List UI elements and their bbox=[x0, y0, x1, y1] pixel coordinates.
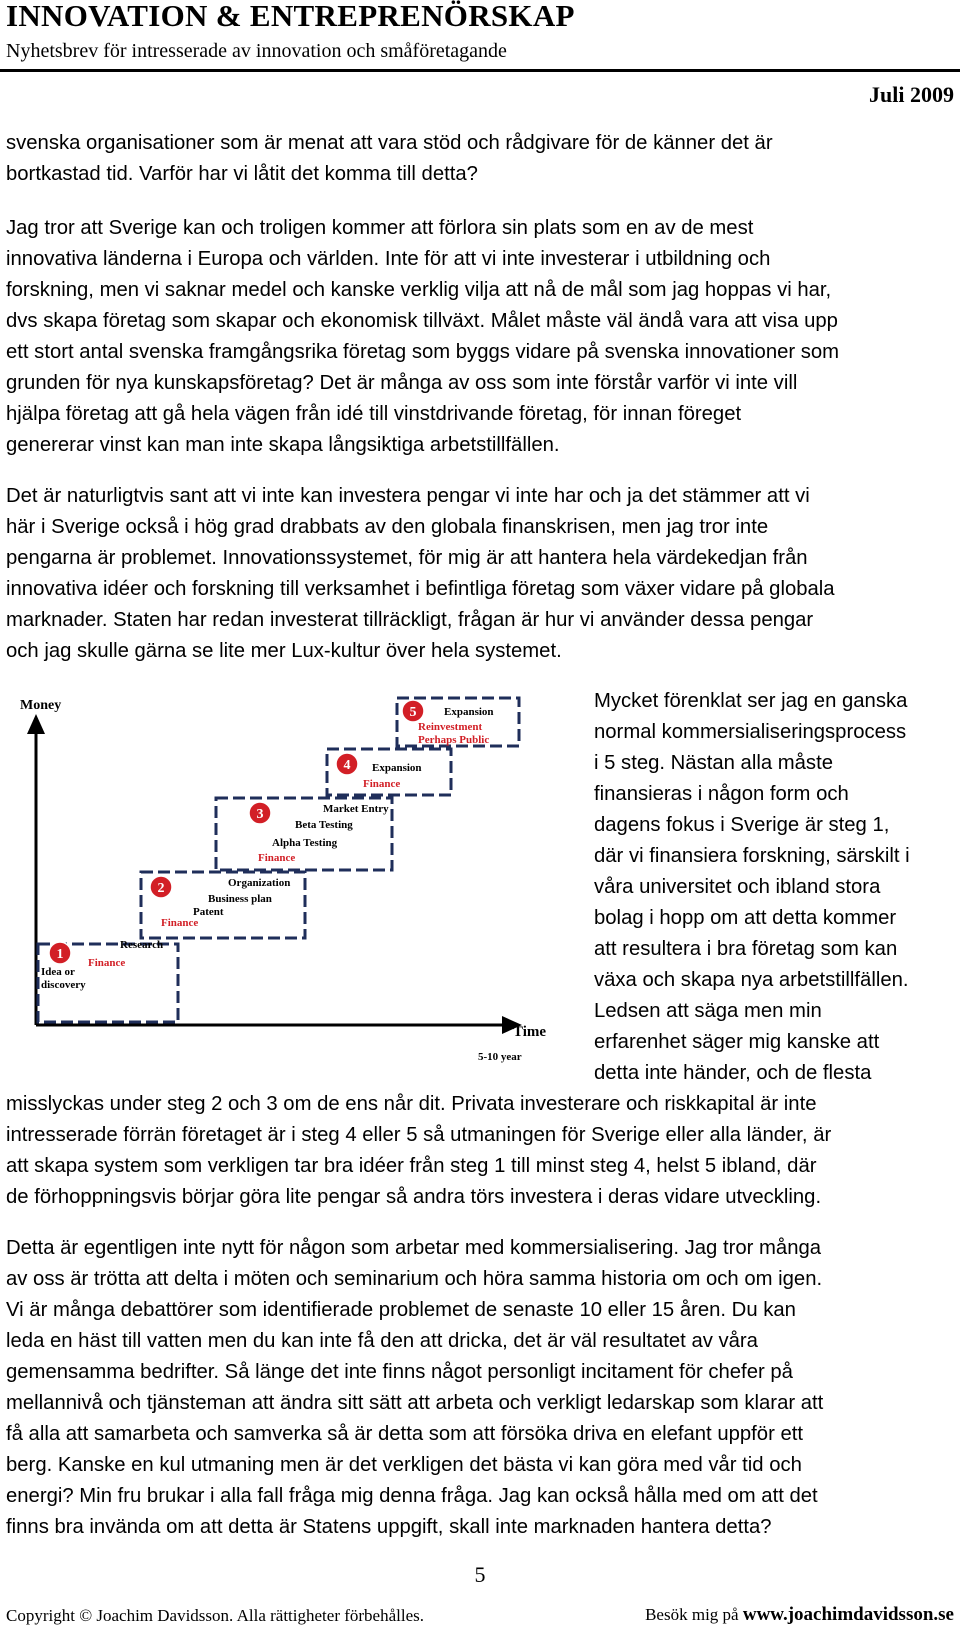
text-line: intresserade förrän företaget är i steg 4 eller 5 så utmaningen för Sverige eller alla länder, är bbox=[6, 1124, 832, 1146]
text-line: pengarna är problemet. Innovationssystemet, för mig är att hantera hela värdekedjan från bbox=[6, 547, 808, 569]
page-number: 5 bbox=[474, 1562, 486, 1587]
text-line: svenska organisationer som är menat att vara stöd och rådgivare för de känner det är bbox=[6, 132, 773, 154]
text-line: leda en häst till vatten men du kan inte få den att dricka, det är väl resultatet av våra bbox=[6, 1330, 758, 1352]
text-line: erfarenhet säger mig kanske att bbox=[594, 1031, 880, 1053]
text-line: innovativa länderna i Europa och världen. Inte för att vi inte investerar i utbildning och bbox=[6, 248, 771, 270]
step-5-reinvestment: Reinvestment bbox=[418, 721, 483, 733]
process-step-5 bbox=[397, 698, 519, 746]
text-line: innovativa idéer och forskning till verksamhet i befintliga företag som växer vidare på globala bbox=[6, 578, 835, 600]
text-line: av oss är trötta att delta i möten och seminarium och höra samma historia om och om igen. bbox=[6, 1268, 823, 1290]
step-1-finance: Finance bbox=[88, 957, 126, 969]
text-line: dagens fokus i Sverige är steg 1, bbox=[594, 814, 890, 836]
text-line: ett stort antal svenska framgångsrika företag som byggs vidare på svenska innovationer som bbox=[6, 341, 840, 363]
step-2-label: Patent bbox=[193, 906, 224, 918]
text-line: hjälpa företag att gå hela vägen från idé till vinstdrivande företag, för innan föreget bbox=[6, 403, 742, 425]
process-step-1 bbox=[38, 939, 178, 1022]
paragraph-2 bbox=[6, 213, 952, 461]
text-line: grunden för nya kunskapsföretag? Det är många av oss som inte förstår varför vi inte vill bbox=[6, 372, 798, 394]
text-line: Detta är egentligen inte nytt för någon som arbetar med kommersialisering. Jag tror många bbox=[6, 1237, 822, 1259]
visit-prefix: Besök mig på bbox=[645, 1605, 739, 1624]
website-link[interactable]: www.joachimdavidsson.se bbox=[742, 1604, 954, 1625]
newsletter-title: INNOVATION & ENTREPRENÖRSKAP bbox=[6, 0, 575, 33]
text-line: detta inte händer, och de flesta bbox=[594, 1062, 872, 1084]
text-line: finns bra invända om att detta är Statens uppgift, skall inte marknaden hantera detta? bbox=[6, 1516, 772, 1538]
text-line: bortkastad tid. Varför har vi låtit det komma till detta? bbox=[6, 163, 478, 185]
newsletter-subtitle: Nyhetsbrev för intresserade av innovation och småföretagande bbox=[6, 40, 507, 62]
paragraph-5 bbox=[6, 1233, 952, 1543]
text-line: Jag tror att Sverige kan och troligen kommer att förlora sin plats som en av de mest bbox=[6, 217, 754, 239]
step-3-label: Market Entry bbox=[323, 803, 389, 815]
step-4-number: 4 bbox=[343, 758, 351, 773]
paragraph-4 bbox=[6, 1089, 952, 1213]
text-line: Mycket förenklat ser jag en ganska bbox=[594, 690, 908, 712]
paragraph-1 bbox=[6, 128, 952, 190]
text-line: och jag skulle gärna se lite mer Lux-kultur över hela systemet. bbox=[6, 640, 562, 662]
y-axis-label: Money bbox=[20, 698, 62, 713]
step-5-number: 5 bbox=[409, 705, 417, 720]
text-line: genererar vinst kan man inte skapa långsiktiga arbetstillfällen. bbox=[6, 434, 560, 456]
text-line: att skapa system som verkligen tar bra idéer från steg 1 till minst steg 4, helst 5 ibland, där bbox=[6, 1155, 817, 1177]
text-line: de förhoppningsvis börjar göra lite pengar så andra törs investera i deras vidare utveckling. bbox=[6, 1186, 822, 1208]
step-1-label: Research bbox=[120, 939, 164, 951]
text-line: mellannivå och tjänsteman att ändra sitt sätt att arbeta och verkligt ledarskap som klarar att bbox=[6, 1392, 824, 1414]
step-1-label: Idea or bbox=[41, 966, 75, 978]
step-1-label: discovery bbox=[41, 979, 86, 991]
x-axis-label: Time bbox=[513, 1024, 547, 1040]
step-2-number: 2 bbox=[157, 881, 165, 896]
step-3-label: Alpha Testing bbox=[272, 837, 338, 849]
step-2-label: Business plan bbox=[208, 893, 272, 905]
process-step-2 bbox=[141, 872, 305, 938]
figure-side-text bbox=[594, 686, 960, 1089]
paragraph-3 bbox=[6, 481, 952, 667]
x-axis-note: 5-10 year bbox=[478, 1051, 522, 1063]
process-step-3 bbox=[216, 798, 392, 870]
text-line: normal kommersialiseringsprocess bbox=[594, 721, 907, 743]
text-line: där vi finansiera forskning, särskilt i bbox=[594, 845, 910, 867]
step-1-number: 1 bbox=[56, 947, 64, 962]
text-line: Det är naturligtvis sant att vi inte kan investera pengar vi inte har och ja det stämmer att vi bbox=[6, 485, 810, 507]
text-line: misslyckas under steg 2 och 3 om de ens når dit. Privata investerare och riskkapital är inte bbox=[6, 1093, 817, 1115]
text-line: här i Sverige också i hög grad drabbats av den globala finanskrisen, men jag tror inte bbox=[6, 516, 769, 538]
text-line: energi? Min fru brukar i alla fall fråga mig denna fråga. Jag kan också hålla med om att det bbox=[6, 1485, 818, 1507]
text-line: gemensamma bedrifter. Så länge det inte finns något personligt incitament för chefer på bbox=[6, 1361, 793, 1383]
step-4-label: Expansion bbox=[372, 762, 422, 774]
text-line: berg. Kanske en kul utmaning men är det verkligen det bästa vi kan göra med vår tid och bbox=[6, 1454, 802, 1476]
text-line: i 5 steg. Nästan alla måste bbox=[594, 752, 833, 774]
text-line: att resultera i bra företag som kan bbox=[594, 938, 898, 960]
text-line: dvs skapa företag som skapar och ekonomisk tillväxt. Målet måste väl ändå vara att visa upp bbox=[6, 310, 838, 332]
text-line: få alla att samarbeta och samverka så är detta som att försöka driva en elefant uppför ett bbox=[6, 1423, 804, 1445]
step-4-finance: Finance bbox=[363, 778, 401, 790]
figure-axes bbox=[27, 714, 522, 1034]
process-step-4 bbox=[327, 749, 451, 795]
step-2-finance: Finance bbox=[161, 917, 199, 929]
issue-date: Juli 2009 bbox=[869, 82, 954, 107]
masthead-divider bbox=[0, 69, 960, 72]
text-line: växa och skapa nya arbetstillfällen. bbox=[594, 969, 909, 991]
text-line: våra universitet och ibland stora bbox=[594, 876, 881, 898]
text-line: Ledsen att säga men min bbox=[594, 1000, 822, 1022]
text-line: finansieras i någon form och bbox=[594, 783, 849, 805]
y-axis-arrow-icon bbox=[27, 714, 45, 734]
text-line: bolag i hopp om att detta kommer bbox=[594, 907, 897, 929]
text-line: forskning, men vi saknar medel och kanske verklig vilja att nå de mål som jag hoppas vi har, bbox=[6, 279, 832, 301]
step-5-label: Expansion bbox=[444, 706, 494, 718]
commercialization-process-figure bbox=[8, 690, 560, 1066]
step-2-label: Organization bbox=[228, 877, 291, 889]
step-3-label: Beta Testing bbox=[295, 819, 353, 831]
website-footer bbox=[645, 1604, 954, 1626]
copyright-notice: Copyright © Joachim Davidsson. Alla rättigheter förbehålles. bbox=[6, 1606, 424, 1625]
step-3-number: 3 bbox=[256, 807, 264, 822]
step-3-finance: Finance bbox=[258, 852, 296, 864]
text-line: Vi är många debattörer som identifierade problemet de senaste 10 eller 15 åren. Du kan bbox=[6, 1299, 796, 1321]
text-line: marknader. Staten har redan investerat tillräckligt, frågan är hur vi använder dessa pengar bbox=[6, 609, 814, 631]
step-5-public: Perhaps Public bbox=[418, 734, 490, 746]
